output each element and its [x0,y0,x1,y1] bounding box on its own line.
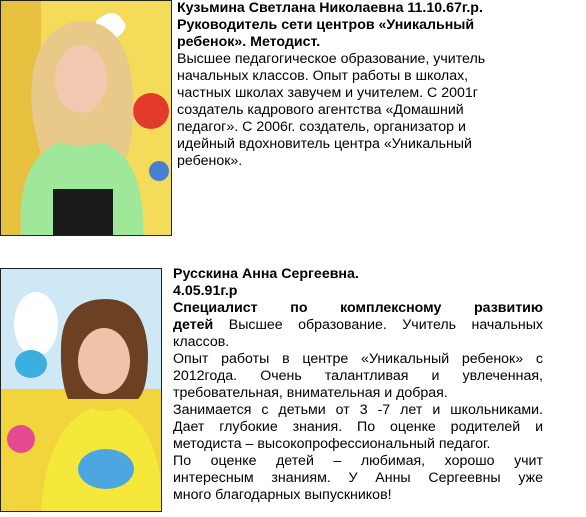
person-title-line: ребенок». Методист. [177,34,321,50]
person-specialty: Специалист по комплексному развитию [173,300,543,316]
person-title-line: Руководитель сети центров «Уникальный [177,17,475,33]
bio-line: По оценке детей – любимая, хорошо учит [173,453,543,469]
person-specialty-end: детей [173,317,214,333]
bio-line: Занимается с детьми от 3 -7 лет и школьниками. [173,402,543,418]
bio-block-russkina [173,266,543,504]
bio-line: создатель кадрового агентства «Домашний [177,102,464,118]
bio-line: интересным знаниям. У Анны Сергеевны уже [173,470,543,486]
bio-line: Дает глубокие знания. По оценке родителей и [173,419,543,435]
bio-line: Высшее педагогическое образование, учитель [177,51,486,67]
bio-line-mixed [173,317,543,334]
portrait-photo-russkina [0,268,162,512]
person-name: Русскина Анна Сергеевна. [173,266,359,282]
bio-line: начальных классов. Опыт работы в школах, [177,68,469,84]
person-name-date: Кузьмина Светлана Николаевна 11.10.67г.р. [177,0,483,16]
bio-line: ребенок». [177,153,243,169]
bio-inline: Высшее образование. Учитель начальных [228,317,543,333]
portrait-illustration [1,1,172,236]
bio-line: требовательная, внимательная и добрая. [173,385,448,401]
bio-line: частных школах завучем и учителем. С 2001г [177,85,478,101]
portrait-illustration [1,269,162,512]
bio-block-kuzmina [177,0,547,170]
bio-line: много благодарных выпускников! [173,487,392,503]
bio-line: классов. [173,334,230,350]
bio-line: Опыт работы в центре «Уникальный ребенок» с [173,351,543,367]
person-birthdate: 4.05.91г.р [173,283,238,299]
bio-line: педагог». С 2006г. создатель, организатор и [177,119,466,135]
bio-line: методиста – высокопрофессиональный педагог. [173,436,491,452]
bio-line: 2012года. Очень талантливая и увлеченная, [173,368,543,384]
bio-line: идейный вдохновитель центра «Уникальный [177,136,472,152]
portrait-photo-kuzmina [0,0,172,236]
